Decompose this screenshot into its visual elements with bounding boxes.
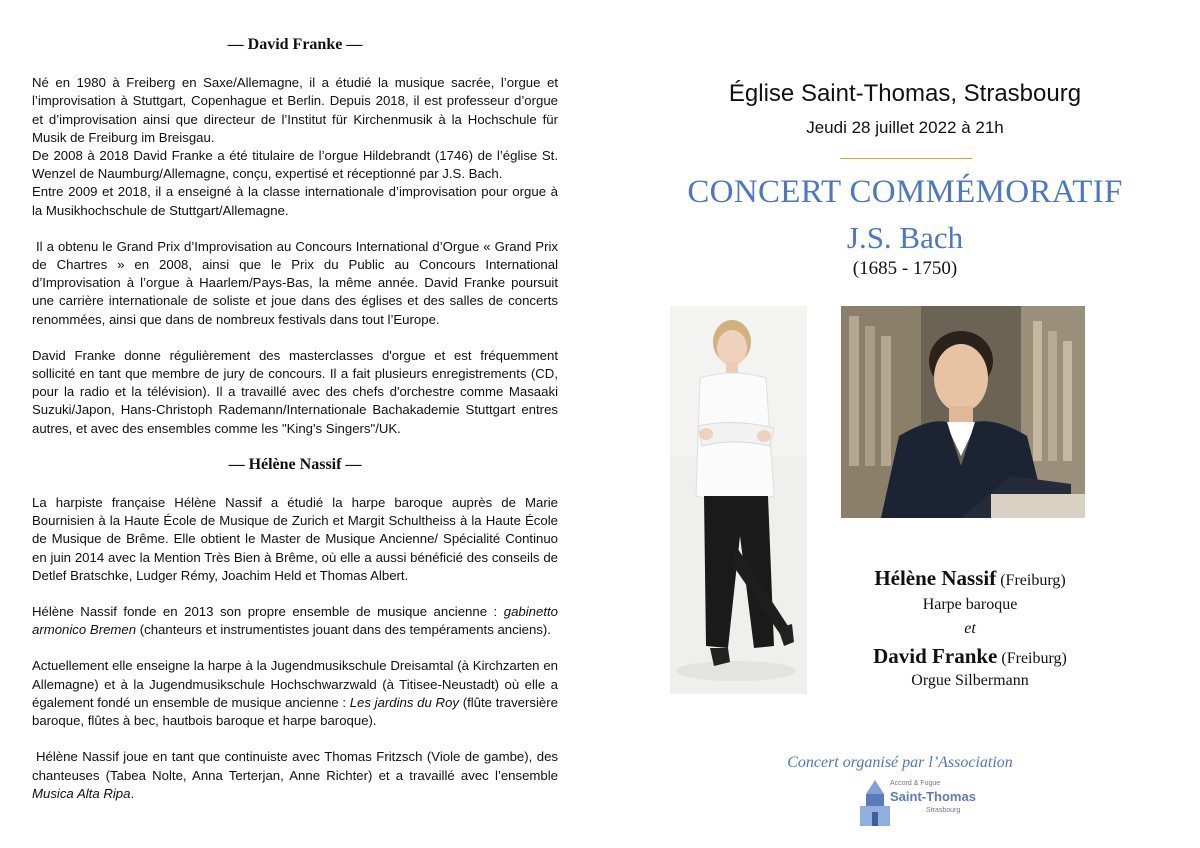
composer-name: J.S. Bach — [846, 220, 964, 255]
portrait-man-illustration — [841, 306, 1085, 518]
franke-bio-header: — David Franke — — [227, 36, 363, 53]
gold-divider — [840, 158, 972, 159]
nassif-bio-paragraph — [32, 748, 558, 803]
organizer-line: Concert organisé par l’Association — [787, 754, 1013, 771]
ensemble-name: Les jardins du Roy — [349, 694, 459, 710]
franke-bio-paragraph: Il a obtenu le Grand Prix d’Improvisation au Concours International d’Orgue « Grand Prix de Chartres » en 2008, ainsi que le Prix du Public au Concours International d’Improvisation à l’orgue à Haarlem/Pays-Bas, la même année. David Franke poursuit une carrière internationale de soliste et joue dans des églises et des salles de concerts renommées, ainsi que dans de nombreux festivals dans tout l’Europe. — [32, 238, 558, 327]
performer-1-instrument: Harpe baroque — [922, 596, 1018, 613]
performer-1-name: Hélène Nassif — [874, 566, 997, 590]
logo-text-main: Saint-Thomas — [890, 789, 976, 804]
nassif-bio-paragraph — [32, 657, 558, 730]
performer-2-instrument: Orgue Silbermann — [911, 672, 1029, 689]
franke-bio-paragraph: De 2008 à 2018 David Franke a été titulaire de l’orgue Hildebrandt (1746) de l’église St. Wenzel de Naumburg/Allemagne, conçu, expertisé et réceptionné par J.S. Bach. — [32, 148, 558, 182]
biography-column — [32, 36, 558, 821]
performer-2-name: David Franke — [873, 644, 998, 668]
text-run: . — [130, 785, 135, 801]
composer-years: (1685 - 1750) — [852, 258, 958, 279]
concert-title: CONCERT COMMÉMORATIF — [687, 174, 1123, 210]
performer-1-city: (Freiburg) — [1000, 572, 1066, 589]
logo-text-city: Strasbourg — [926, 807, 961, 814]
portrait-woman-illustration — [670, 306, 807, 694]
text-run: (flûte traversière baroque, flûtes à bec, hautbois baroque et harpe baroque). — [32, 694, 558, 729]
ensemble-name: gabinetto armonico Bremen — [32, 604, 558, 638]
venue-title: Église Saint-Thomas, Strasbourg — [728, 80, 1082, 107]
text-run: Hélène Nassif joue en tant que continuiste avec Thomas Fritzsch (Viole de gambe), des chanteuses (Tabea Nolte, Anna Terterjan, Anne Richter) et a travaillé avec l’ensemble — [32, 749, 558, 783]
performer-2-city: (Freiburg) — [1001, 650, 1067, 667]
performer-2 — [820, 644, 1120, 669]
logo-text-top: Accord & Fugue — [890, 780, 941, 787]
nassif-bio-paragraph: La harpiste française Hélène Nassif a étudié la harpe baroque auprès de Marie Bournisien à la Haute École de Musique de Zurich et Margit Schultheiss à la Haute École de Musique de Brême. Elle obtient le Master de Musique Ancienne/ Spécialité Continuo en juin 2014 avec la Mention Très Bien à Brême, où elle a aussi bénéficié des conseils de Detlef Bratschke, Ludger Rémy, Joachim Held et Thomas Albert. — [32, 495, 558, 583]
franke-bio-paragraph: David Franke donne régulièrement des masterclasses d'orgue et est fréquemment sollicité en tant que membre de jury de concours. Il a fait plusieurs enregistrements (CD, pour la radio et la télévision). Il a travaillé avec des chefs d'orchestre comme Masaaki Suzuki/Japon, Hans-Christoph Rademann/Internationale Bachakademie Stuttgart entres autres, et avec des ensembles comme les "King's Singers"/UK. — [32, 347, 558, 436]
text-run: Actuellement elle enseigne la harpe à la Jugendmusikschule Dreisamtal (à Kirchzarten en Allemagne) et à la Jugendmusikschule Hochschwarzwald (à Titisee-Neustadt) où elle a également fondé un ensemble de musique ancienne : — [32, 658, 558, 710]
performer-1 — [820, 566, 1120, 591]
text-run: (chanteurs et instrumentistes jouant dans des tempéraments anciens). — [136, 622, 551, 638]
association-logo — [860, 778, 980, 828]
helene-nassif-photo — [670, 306, 807, 694]
church-tower-icon — [860, 780, 890, 828]
nassif-bio-paragraph — [32, 603, 558, 639]
david-franke-photo — [841, 306, 1085, 518]
text-run: Hélène Nassif fonde en 2013 son propre ensemble de musique ancienne : — [32, 604, 504, 620]
ensemble-name: Musica Alta Ripa — [32, 785, 131, 801]
franke-bio-paragraph: Entre 2009 et 2018, il a enseigné à la classe internationale d’improvisation pour orgue à la Musikhochschule de Stuttgart/Allemagne. — [32, 184, 558, 218]
franke-bio-paragraph: Né en 1980 à Freiberg en Saxe/Allemagne, il a étudié la musique sacrée, l’orgue et l’improvisation à Stuttgart, Copenhague et Berlin. Depuis 2018, il est professeur d’orgue et d’improvisation ainsi que directeur de l’Institut für Kirchenmusik à la Hochschule für Musik de Freiburg im Breisgau. — [32, 75, 558, 145]
nassif-bio-header: — Hélène Nassif — — [228, 455, 362, 473]
performer-conjunction: et — [964, 620, 976, 637]
concert-date: Jeudi 28 juillet 2022 à 21h — [806, 118, 1004, 137]
